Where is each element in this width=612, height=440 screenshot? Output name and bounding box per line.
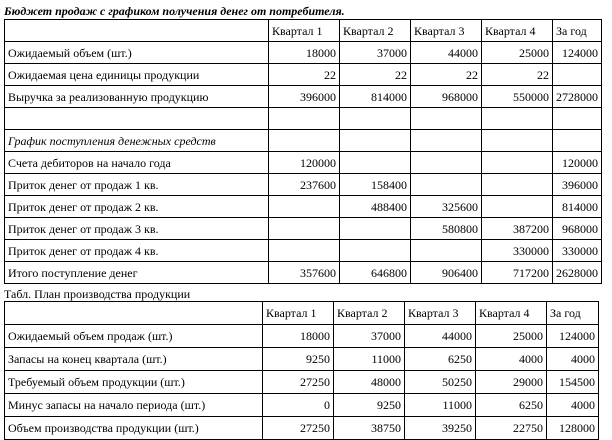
value-cell: 22 [411, 64, 482, 86]
value-cell [553, 130, 602, 152]
value-cell: 25000 [476, 325, 547, 348]
value-cell: 4000 [547, 348, 599, 371]
value-cell: 0 [263, 394, 334, 417]
value-cell: 50250 [405, 371, 476, 394]
row-label: Итого поступление денег [5, 262, 269, 284]
value-cell: 22 [482, 64, 553, 86]
value-cell: 814000 [553, 196, 602, 218]
table-row [5, 348, 599, 371]
column-header: Квартал 4 [482, 20, 553, 42]
table-row [5, 86, 602, 108]
value-cell: 387200 [482, 218, 553, 240]
value-cell: 396000 [553, 174, 602, 196]
value-cell: 124000 [547, 325, 599, 348]
column-header: За год [553, 20, 602, 42]
value-cell: 37000 [340, 42, 411, 64]
table-row [5, 152, 602, 174]
header-corner-cell [5, 302, 263, 325]
table-row [5, 394, 599, 417]
table-row [5, 130, 602, 152]
value-cell: 11000 [405, 394, 476, 417]
value-cell: 38750 [334, 417, 405, 440]
value-cell [340, 240, 411, 262]
value-cell: 9250 [334, 394, 405, 417]
value-cell: 18000 [269, 42, 340, 64]
table-row [5, 174, 602, 196]
row-label: Минус запасы на начало периода (шт.) [5, 394, 263, 417]
value-cell: 44000 [405, 325, 476, 348]
value-cell: 968000 [411, 86, 482, 108]
value-cell: 124000 [553, 42, 602, 64]
value-cell [411, 174, 482, 196]
table-row [5, 108, 602, 130]
value-cell: 120000 [553, 152, 602, 174]
value-cell: 325600 [411, 196, 482, 218]
value-cell [482, 108, 553, 130]
value-cell: 488400 [340, 196, 411, 218]
value-cell: 6250 [476, 394, 547, 417]
value-cell [411, 240, 482, 262]
value-cell: 4000 [476, 348, 547, 371]
row-label: Требуемый объем продукции (шт.) [5, 371, 263, 394]
row-label: Приток денег от продаж 3 кв. [5, 218, 269, 240]
row-label: Ожидаемый объем (шт.) [5, 42, 269, 64]
value-cell: 968000 [553, 218, 602, 240]
value-cell: 330000 [482, 240, 553, 262]
value-cell [482, 174, 553, 196]
value-cell: 18000 [263, 325, 334, 348]
value-cell [482, 152, 553, 174]
row-label: Приток денег от продаж 2 кв. [5, 196, 269, 218]
value-cell: 27250 [263, 371, 334, 394]
table-row [5, 262, 602, 284]
value-cell [411, 108, 482, 130]
table-header-row [5, 20, 602, 42]
header-corner-cell [5, 20, 269, 42]
value-cell: 128000 [547, 417, 599, 440]
value-cell: 396000 [269, 86, 340, 108]
production-plan-table [4, 301, 599, 440]
row-label: Приток денег от продаж 4 кв. [5, 240, 269, 262]
value-cell [340, 152, 411, 174]
row-label: Счета дебиторов на начало года [5, 152, 269, 174]
row-label: Выручка за реализованную продукцию [5, 86, 269, 108]
value-cell [269, 196, 340, 218]
value-cell [269, 108, 340, 130]
value-cell [340, 218, 411, 240]
table-row [5, 196, 602, 218]
value-cell: 120000 [269, 152, 340, 174]
row-label [5, 108, 269, 130]
value-cell: 158400 [340, 174, 411, 196]
value-cell: 2728000 [553, 86, 602, 108]
column-header: За год [547, 302, 599, 325]
value-cell: 357600 [269, 262, 340, 284]
column-header: Квартал 1 [263, 302, 334, 325]
value-cell: 906400 [411, 262, 482, 284]
value-cell: 550000 [482, 86, 553, 108]
value-cell: 48000 [334, 371, 405, 394]
value-cell: 22750 [476, 417, 547, 440]
value-cell: 39250 [405, 417, 476, 440]
value-cell: 25000 [482, 42, 553, 64]
sales-budget-table [4, 19, 602, 284]
value-cell: 11000 [334, 348, 405, 371]
value-cell: 22 [340, 64, 411, 86]
value-cell [340, 108, 411, 130]
column-header: Квартал 4 [476, 302, 547, 325]
value-cell: 154500 [547, 371, 599, 394]
column-header: Квартал 3 [405, 302, 476, 325]
value-cell: 29000 [476, 371, 547, 394]
production-plan-title: Табл. План производства продукции [4, 287, 191, 301]
row-label: График поступления денежных средств [5, 130, 269, 152]
table-row [5, 64, 602, 86]
value-cell [269, 130, 340, 152]
row-label: Приток денег от продаж 1 кв. [5, 174, 269, 196]
budget-table-title: Бюджет продаж с графиком получения денег от потребителя. [4, 4, 345, 18]
value-cell: 2628000 [553, 262, 602, 284]
table-row [5, 371, 599, 394]
table-row [5, 42, 602, 64]
table-row [5, 417, 599, 440]
value-cell: 22 [269, 64, 340, 86]
value-cell [482, 196, 553, 218]
value-cell: 4000 [547, 394, 599, 417]
value-cell: 44000 [411, 42, 482, 64]
value-cell: 27250 [263, 417, 334, 440]
table-header-row [5, 302, 599, 325]
value-cell [553, 108, 602, 130]
row-label: Запасы на конец квартала (шт.) [5, 348, 263, 371]
value-cell: 9250 [263, 348, 334, 371]
column-header: Квартал 2 [334, 302, 405, 325]
value-cell: 6250 [405, 348, 476, 371]
column-header: Квартал 1 [269, 20, 340, 42]
value-cell: 330000 [553, 240, 602, 262]
value-cell [411, 152, 482, 174]
value-cell [269, 240, 340, 262]
value-cell: 37000 [334, 325, 405, 348]
value-cell [553, 64, 602, 86]
value-cell: 646800 [340, 262, 411, 284]
column-header: Квартал 2 [340, 20, 411, 42]
row-label: Ожидаемая цена единицы продукции [5, 64, 269, 86]
value-cell: 237600 [269, 174, 340, 196]
table-row [5, 218, 602, 240]
value-cell: 580800 [411, 218, 482, 240]
value-cell [482, 130, 553, 152]
value-cell [411, 130, 482, 152]
table-row [5, 240, 602, 262]
column-header: Квартал 3 [411, 20, 482, 42]
value-cell [340, 130, 411, 152]
value-cell: 814000 [340, 86, 411, 108]
value-cell [269, 218, 340, 240]
row-label: Ожидаемый объем продаж (шт.) [5, 325, 263, 348]
row-label: Объем производства продукции (шт.) [5, 417, 263, 440]
table-row [5, 325, 599, 348]
value-cell: 717200 [482, 262, 553, 284]
